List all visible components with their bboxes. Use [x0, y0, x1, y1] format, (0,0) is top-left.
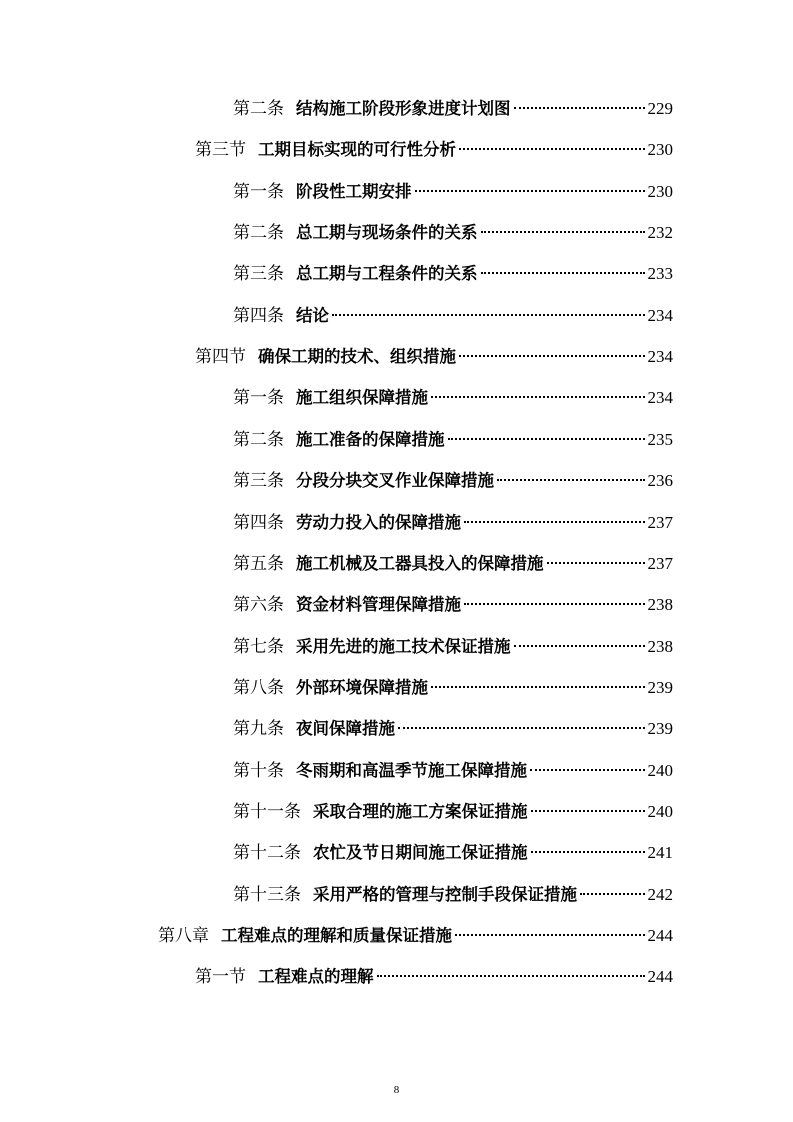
toc-entry-page: 237: [647, 554, 673, 573]
toc-entry-title: 工期目标实现的可行性分析: [258, 140, 456, 159]
toc-entry-page: 244: [647, 967, 673, 986]
toc-dot-leader: [455, 934, 645, 936]
toc-entry[interactable]: [195, 137, 673, 163]
toc-entry-page: 234: [647, 347, 673, 366]
toc-dot-leader: [431, 686, 645, 688]
toc-entry-number: 第三节: [195, 140, 246, 160]
toc-entry-page: 230: [647, 182, 673, 201]
toc-entry-page: 232: [647, 223, 673, 242]
toc-entry-page: 233: [647, 264, 673, 283]
toc-entry-title: 结构施工阶段形象进度计划图: [296, 99, 511, 118]
toc-entry-title: 施工准备的保障措施: [296, 430, 445, 449]
toc-entry-page: 237: [647, 513, 673, 532]
toc-entry-title: 确保工期的技术、组织措施: [258, 347, 456, 366]
toc-entry-number: 第八章: [158, 926, 209, 946]
toc-entry-title: 采用先进的施工技术保证措施: [296, 637, 511, 656]
toc-dot-leader: [514, 107, 645, 109]
toc-entry-title: 工程难点的理解: [258, 967, 374, 986]
toc-dot-leader: [481, 231, 645, 233]
toc-entry-page: 240: [647, 761, 673, 780]
toc-entry[interactable]: [233, 261, 673, 287]
toc-entry-page: 230: [647, 140, 673, 159]
toc-entry-page: 229: [647, 99, 673, 118]
page-number: 8: [393, 1084, 400, 1096]
toc-entry-title: 外部环境保障措施: [296, 678, 428, 697]
toc-entry-number: 第十三条: [233, 885, 301, 905]
toc-entry-number: 第六条: [233, 595, 284, 615]
toc-entry-title: 劳动力投入的保障措施: [296, 513, 461, 532]
toc-entry[interactable]: [233, 634, 673, 660]
toc-entry-number: 第五条: [233, 554, 284, 574]
toc-entry-title: 夜间保障措施: [296, 719, 395, 738]
toc-dot-leader: [459, 148, 645, 150]
toc-entry-number: 第十条: [233, 761, 284, 781]
toc-entry-page: 234: [647, 388, 673, 407]
toc-entry[interactable]: [233, 510, 673, 536]
toc-entry[interactable]: [233, 303, 673, 329]
toc-dot-leader: [464, 603, 645, 605]
toc-entry-title: 冬雨期和高温季节施工保障措施: [296, 761, 527, 780]
toc-entry-number: 第四节: [195, 347, 246, 367]
toc-entry-page: 241: [647, 843, 673, 862]
toc-dot-leader: [547, 562, 645, 564]
toc-entry-title: 分段分块交叉作业保障措施: [296, 471, 494, 490]
toc-entry[interactable]: [233, 427, 673, 453]
toc-entry[interactable]: [233, 716, 673, 742]
toc-dot-leader: [464, 521, 645, 523]
toc-entry-title: 采取合理的施工方案保证措施: [313, 802, 528, 821]
toc-dot-leader: [580, 893, 645, 895]
toc-entry-page: 234: [647, 306, 673, 325]
toc-entry[interactable]: [233, 179, 673, 205]
toc-entry-number: 第二条: [233, 223, 284, 243]
toc-entry-page: 239: [647, 678, 673, 697]
toc-dot-leader: [448, 438, 645, 440]
toc-dot-leader: [377, 975, 645, 977]
toc-entry-title: 资金材料管理保障措施: [296, 595, 461, 614]
toc-entry-page: 240: [647, 802, 673, 821]
toc-entry-title: 工程难点的理解和质量保证措施: [221, 926, 452, 945]
toc-entry[interactable]: [233, 551, 673, 577]
toc-entry[interactable]: [233, 882, 673, 908]
toc-dot-leader: [530, 769, 645, 771]
toc-entry-number: 第十二条: [233, 843, 301, 863]
toc-entry-title: 总工期与工程条件的关系: [296, 264, 478, 283]
toc-entry-page: 238: [647, 595, 673, 614]
toc-dot-leader: [398, 727, 645, 729]
toc-entry-page: 239: [647, 719, 673, 738]
toc-dot-leader: [431, 396, 645, 398]
toc-entry-title: 阶段性工期安排: [296, 182, 412, 201]
toc-dot-leader: [531, 851, 645, 853]
toc-entry-number: 第八条: [233, 678, 284, 698]
toc-entry-title: 施工组织保障措施: [296, 388, 428, 407]
toc-entry-title: 施工机械及工器具投入的保障措施: [296, 554, 544, 573]
toc-dot-leader: [459, 355, 645, 357]
toc-entry-page: 242: [647, 885, 673, 904]
toc-entry-number: 第九条: [233, 719, 284, 739]
toc-entry-page: 235: [647, 430, 673, 449]
toc-entry[interactable]: [233, 592, 673, 618]
toc-entry-title: 农忙及节日期间施工保证措施: [313, 843, 528, 862]
toc-entry-page: 236: [647, 471, 673, 490]
toc-entry-title: 结论: [296, 306, 329, 325]
toc-entry-number: 第四条: [233, 513, 284, 533]
toc-entry-number: 第一条: [233, 388, 284, 408]
toc-dot-leader: [332, 314, 645, 316]
toc-entry-number: 第三条: [233, 264, 284, 284]
toc-entry[interactable]: [233, 675, 673, 701]
toc-entry-number: 第二条: [233, 99, 284, 119]
toc-entry[interactable]: [233, 96, 673, 122]
toc-entry[interactable]: [233, 799, 673, 825]
toc-entry-number: 第三条: [233, 471, 284, 491]
toc-entry[interactable]: [195, 964, 673, 990]
toc-entry-number: 第十一条: [233, 802, 301, 822]
toc-entry-title: 采用严格的管理与控制手段保证措施: [313, 885, 577, 904]
toc-entry-number: 第二条: [233, 430, 284, 450]
toc-entry-number: 第一条: [233, 182, 284, 202]
toc-entry[interactable]: [233, 840, 673, 866]
toc-entry[interactable]: [158, 923, 673, 949]
toc-entry[interactable]: [233, 385, 673, 411]
toc-dot-leader: [481, 272, 645, 274]
toc-entry-title: 总工期与现场条件的关系: [296, 223, 478, 242]
toc-entry[interactable]: [233, 758, 673, 784]
toc-entry-number: 第一节: [195, 967, 246, 987]
toc-dot-leader: [514, 645, 645, 647]
toc-entry[interactable]: [195, 344, 673, 370]
toc-entry-page: 244: [647, 926, 673, 945]
toc-dot-leader: [531, 810, 645, 812]
toc-entry-number: 第四条: [233, 306, 284, 326]
toc-entry-number: 第七条: [233, 637, 284, 657]
toc-entry-page: 238: [647, 637, 673, 656]
toc-dot-leader: [497, 479, 645, 481]
toc-dot-leader: [415, 190, 645, 192]
toc-entry[interactable]: [233, 468, 673, 494]
toc-entry[interactable]: [233, 220, 673, 246]
